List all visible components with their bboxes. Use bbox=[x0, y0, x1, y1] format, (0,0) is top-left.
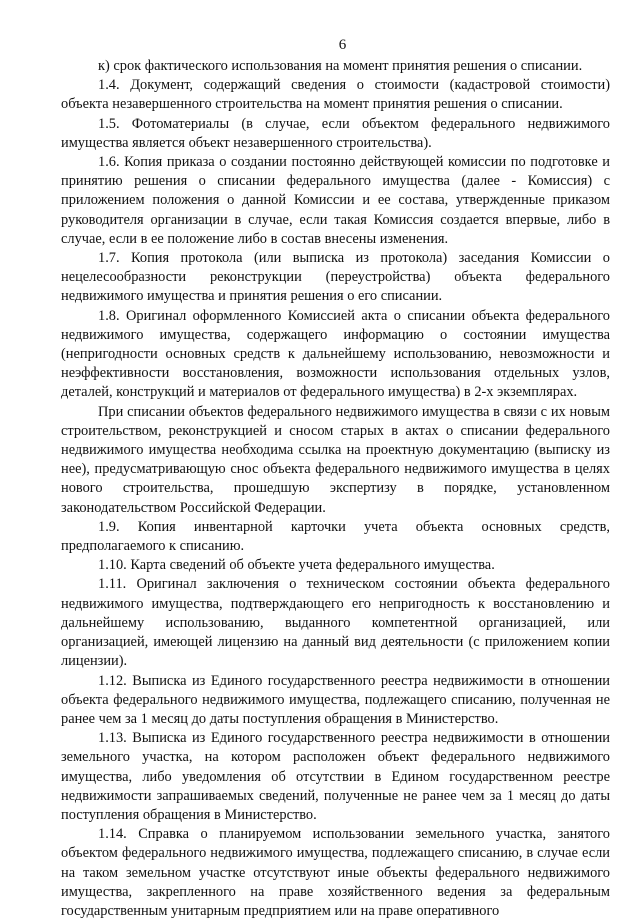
item-1-14-land-use-certificate: 1.14. Справка о планируемом использовании земельного участка, занятого объектом федерального недвижимого имущества, подлежащего списанию, в случае если на таком земельном участке отсутствуют иные объекты федерального недвижимого имущества, закрепленного на праве хозяйственного ведения за федеральным государственным унитарным предприятием или на праве оперативного bbox=[61, 826, 610, 919]
item-1-8-write-off-act: 1.8. Оригинал оформленного Комиссией акта о списании объекта федерального недвижимого имущества, содержащего информацию о состоянии имущества (непригодности основных средств к дальнейшему использованию, невозможности и неэффективности восстановления, возможности использования отдельных узлов, деталей, конструкций и материалов от федерального имущества) в 2-х экземплярах. bbox=[61, 307, 610, 401]
item-1-6-commission-order: 1.6. Копия приказа о создании постоянно действующей комиссии по подготовке и принятию решения о списании федерального имущества (далее - Комиссия) с приложением положения о данной Комиссии и ее состава, утвержденные приказом руководителя организации в случае, если такая Комиссия создается впервые, либо в случае, если в ее положение либо в состав внесены изменения. bbox=[61, 154, 610, 247]
item-k-usage-period: к) срок фактического использования на момент принятия решения о списании. bbox=[98, 58, 583, 74]
item-1-12-registry-extract-object: 1.12. Выписка из Единого государственного реестра недвижимости в отношении объекта федерального недвижимого имущества, подлежащего списанию, полученная не ранее чем за 1 месяц до даты поступления обращения в Министерство. bbox=[61, 672, 610, 727]
item-1-5-photos: 1.5. Фотоматериалы (в случае, если объектом федерального недвижимого имущества является объект незавершенного строительства). bbox=[61, 115, 610, 151]
item-1-7-commission-protocol: 1.7. Копия протокола (или выписка из протокола) заседания Комиссии о нецелесообразности реконструкции (переустройства) объекта федерального недвижимого имущества и принятия решения о его списании. bbox=[61, 250, 610, 305]
item-1-9-inventory-card: 1.9. Копия инвентарной карточки учета объекта основных средств, предполагаемого к списанию. bbox=[61, 518, 610, 555]
item-1-10-property-map: 1.10. Карта сведений об объекте учета федерального имущества. bbox=[98, 557, 495, 574]
item-1-11-technical-conclusion: 1.11. Оригинал заключения о техническом состоянии объекта федерального недвижимого имущества, подтверждающего его непригодность к восстановлению и дальнейшему использованию, выданного компетентной организацией, или организацией, имеющей лицензию на данный вид деятельности (с приложением копии лицензии). bbox=[61, 576, 610, 670]
item-1-13-registry-extract-land: 1.13. Выписка из Единого государственного реестра недвижимости в отношении земельного участка, на котором расположен объект федерального недвижимого имущества, либо уведомления об отсутствии в Едином государственном реестре недвижимости запрашиваемых сведений, полученные не ранее чем за 1 месяц до даты поступления обращения в Министерство. bbox=[61, 730, 610, 823]
item-1-4-cost-document: 1.4. Документ, содержащий сведения о стоимости (кадастровой стоимости) объекта незавершенного строительства на момент принятия решения о списании. bbox=[61, 77, 610, 113]
page-number: 6 bbox=[338, 37, 347, 53]
document-page bbox=[61, 36, 610, 921]
paragraph-new-construction-note: При списании объектов федерального недвижимого имущества в связи с их новым строительством, реконструкцией и сносом старых в актах о списании федерального недвижимого имущества необходима ссылка на проектную документацию (выписку из нее), предусматривающую снос объекта федерального недвижимого имущества в целях нового строительства, прошедшую экспертизу в порядке, установленном законодательством Российской Федерации. bbox=[61, 403, 610, 516]
